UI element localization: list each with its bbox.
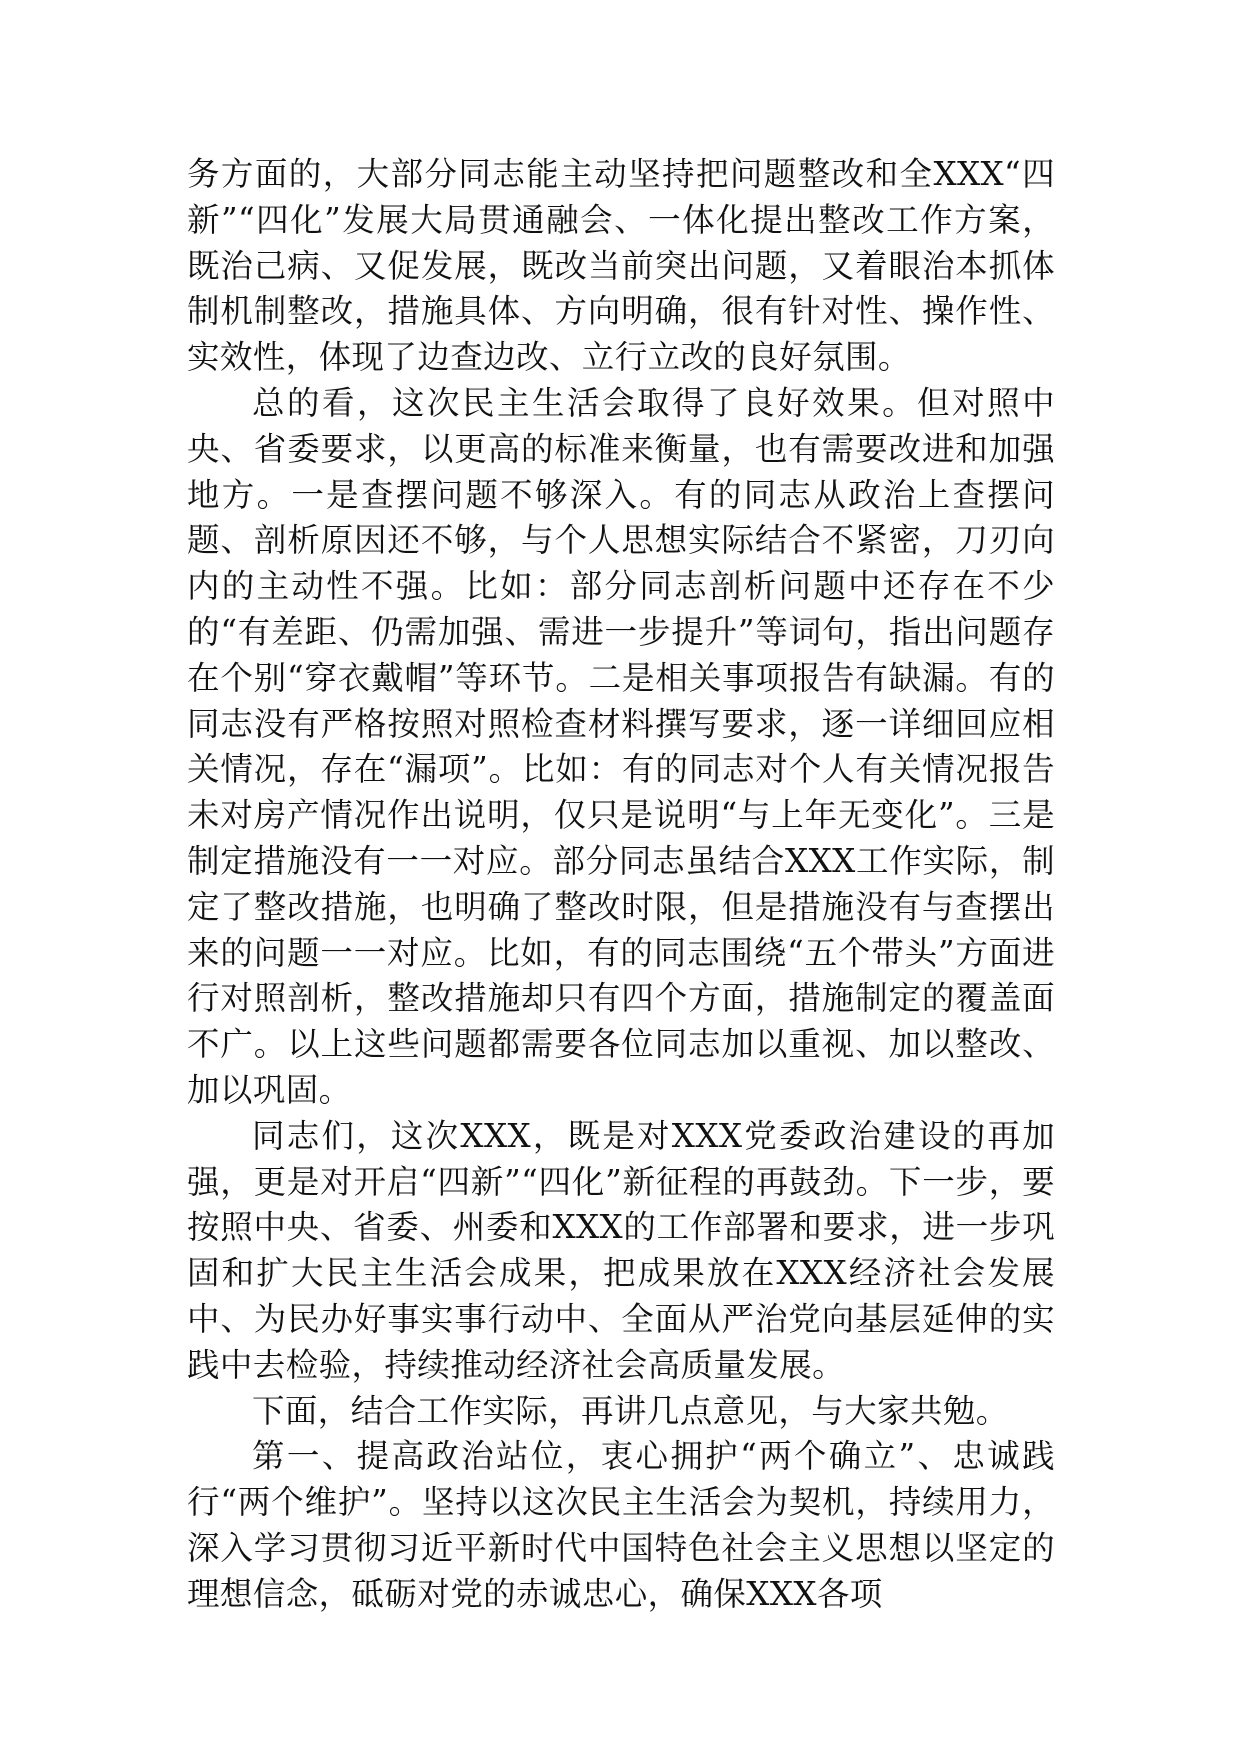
paragraph-4: 下面，结合工作实际，再讲几点意见，与大家共勉。 bbox=[252, 1391, 1009, 1430]
paragraph-5: 第一、提高政治站位，衷心拥护“两个确立”、忠诚践行“两个维护”。坚持以这次民主生活会为契机，持续用力，深入学习贯彻习近平新时代中国特色社会主义思想以坚定的理想信念，砥砺对党的赤诚忠心，确保XXX各项 bbox=[187, 1437, 1055, 1613]
body-text bbox=[187, 152, 1055, 1618]
paragraph-2: 总的看，这次民主生活会取得了良好效果。但对照中央、省委要求，以更高的标准来衡量，也有需要改进和加强地方。一是查摆问题不够深入。有的同志从政治上查摆问题、剖析原因还不够，与个人思想实际结合不紧密，刀刃向内的主动性不强。比如：部分同志剖析问题中还存在不少的“有差距、仍需加强、需进一步提升”等词句，指出问题存在个别“穿衣戴帽”等环节。二是相关事项报告有缺漏。有的同志没有严格按照对照检查材料撰写要求，逐一详细回应相关情况，存在“漏项”。比如：有的同志对个人有关情况报告未对房产情况作出说明，仅只是说明“与上年无变化”。三是制定措施没有一一对应。部分同志虽结合XXX工作实际，制定了整改措施，也明确了整改时限，但是措施没有与查摆出来的问题一一对应。比如，有的同志围绕“五个带头”方面进行对照剖析，整改措施却只有四个方面，措施制定的覆盖面不广。以上这些问题都需要各位同志加以重视、加以整改、加以巩固。 bbox=[187, 383, 1055, 1109]
paragraph-3: 同志们，这次XXX，既是对XXX党委政治建设的再加强，更是对开启“四新”“四化”新征程的再鼓劲。下一步，要按照中央、省委、州委和XXX的工作部署和要求，进一步巩固和扩大民主生活会成果，把成果放在XXX经济社会发展中、为民办好事实事行动中、全面从严治党向基层延伸的实践中去检验，持续推动经济社会高质量发展。 bbox=[187, 1116, 1055, 1384]
paragraph-1: 务方面的，大部分同志能主动坚持把问题整改和全XXX“四新”“四化”发展大局贯通融会、一体化提出整改工作方案，既治己病、又促发展，既改当前突出问题，又着眼治本抓体制机制整改，措施具体、方向明确，很有针对性、操作性、实效性，体现了边查边改、立行立改的良好氛围。 bbox=[187, 155, 1055, 377]
